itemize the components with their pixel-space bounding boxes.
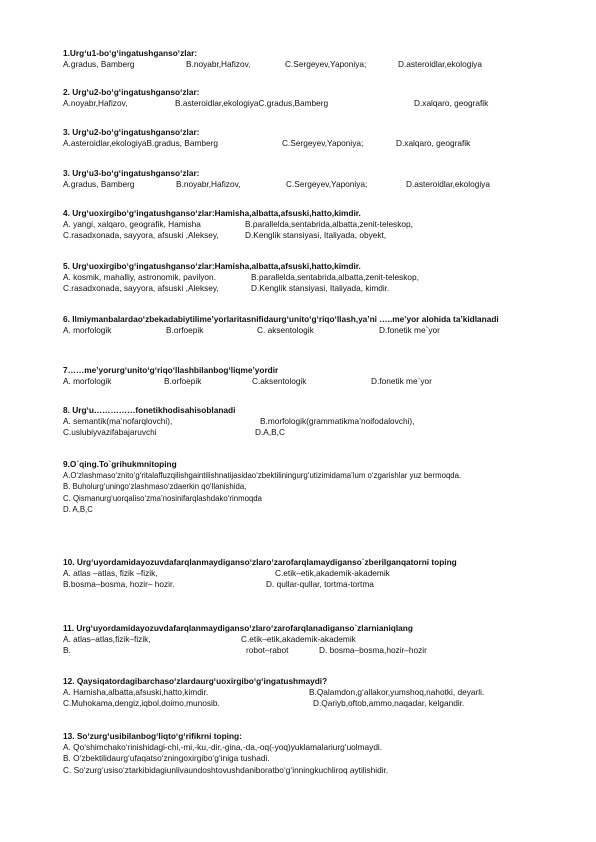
- question-8: [63, 405, 543, 439]
- option-a: A. morfologik: [63, 325, 112, 336]
- option-b: robot–rabot: [246, 645, 289, 656]
- answer-row: [63, 230, 543, 241]
- option-c: C.etik–etik,akademik-akademik: [275, 568, 390, 579]
- option-c: C.uslubiyvazifabajaruvchi: [63, 427, 157, 438]
- question-3: [63, 127, 543, 149]
- question-title: 13. So‘zurg‘usibilanbog‘liqto‘g‘rifikrni toping:: [63, 731, 242, 741]
- option-c: C.Sergeyev,Yaponiya;: [285, 59, 367, 70]
- option-d: D.Kenglik stansiyasi, Italiyada, kimdir.: [251, 283, 390, 294]
- question-13: [63, 731, 543, 776]
- option-b: B. Buholurg‘uningo‘zlashmaso‘zdaerkin qo‘llanishida,: [63, 482, 247, 492]
- question-5: [63, 261, 543, 295]
- question-title: 11. Urg‘uyordamidayozuvdafarqlanmaydiganso‘zlaro‘zarofarqlanadiganso`zlarnianiqlang: [63, 623, 413, 633]
- option-a: A. Qo‘shimchako‘rinishidagi-chi,-mi,-ku,-dir,-gina,-da,-oq(-yoq)yuklamalariurg‘uolmaydi.: [63, 742, 383, 753]
- option-c: C. So‘zurg‘usiso‘ztarkibidagiunlivaundoshtovushdaniboratbo‘g‘inningkuchliroq aytilishidir.: [63, 764, 389, 775]
- question-title: 10. Urg‘uyordamidayozuvdafarqlanmaydiganso‘zlaro‘zarofarqlamaydiganso`zberilganqatorni toping: [63, 557, 457, 567]
- answer-row: [63, 272, 543, 283]
- option-d: D.xalqaro, geografik: [414, 98, 489, 109]
- option-a: A.gradus, Bamberg: [63, 59, 135, 70]
- option-d: D.Kenglik stansiyasi, Italiyada, obyekt,: [245, 230, 387, 241]
- answer-row: [63, 376, 543, 387]
- option-a: A. Hamisha,albatta,afsuski,hatto,kimdir.: [63, 687, 209, 698]
- option-c: C.aksentologik: [252, 376, 307, 387]
- answer-row: [63, 179, 543, 190]
- option-b: B. O‘zbektilidaurg‘ufaqatso‘zningoxirgibo‘g‘iniga tushadi.: [63, 753, 270, 764]
- question-7: [63, 365, 543, 387]
- question-1: [63, 48, 543, 70]
- question-3b: [63, 168, 543, 190]
- answer-row: [63, 219, 543, 230]
- option-a: A.O‘zlashmaso‘znito‘g‘ritalaffuzqilishgaintilishnatijasidao‘zbektiliningurg‘utizimidama’lum o‘zgarishlar yuz bermoqda.: [63, 471, 462, 481]
- option-b: B.orfoepik: [164, 376, 202, 387]
- option-d: D.asteroidlar,ekologiya: [406, 179, 490, 190]
- answer-row: [63, 138, 543, 149]
- option-c: C. Qismanurg‘uorqaliso‘zma’nosinifarqlashdako‘rinmoqda: [63, 493, 262, 503]
- option-a: A. morfologik: [63, 376, 112, 387]
- option-b: B.noyabr,Hafizov,: [186, 59, 251, 70]
- option-a-b: A.asteroidlar,ekologiyaB.gradus, Bamberg: [63, 138, 218, 149]
- option-b-label: B.: [63, 645, 71, 656]
- question-title: 5. Urg‘uoxirgibo‘g‘ingatushganso‘zlar:Hamisha,albatta,afsuski,hatto,kimdir.: [63, 261, 361, 271]
- question-title: 7……me’yorurg‘unito‘g‘riqo‘llashbilanbog‘liqme’yordir: [63, 365, 279, 375]
- answer-row: [63, 634, 543, 645]
- option-a: A. kosmik, mahalliy, astronomik, pavilyon.: [63, 272, 216, 283]
- question-title: 3. Urg‘u3-bo‘g‘ingatushganso‘zlar:: [63, 168, 200, 178]
- option-d: D.A,B,C: [255, 427, 285, 438]
- question-2: [63, 87, 543, 109]
- question-title: 2. Urg‘u2-bo‘g‘ingatushganso‘zlar:: [63, 87, 200, 97]
- answer-row: [63, 325, 543, 336]
- option-b: B.parallelda,sentabrida,albatta,zenit-teleskop,: [251, 272, 419, 283]
- option-c: C.Sergeyev,Yaponiya;: [282, 138, 364, 149]
- answer-row: [63, 283, 543, 294]
- option-d: D.xalqaro, geografik: [396, 138, 471, 149]
- question-title: 8. Urg‘u……………fonetikhodisahisoblanadi: [63, 405, 236, 415]
- option-c: C.rasadxonada, sayyora, afsuski ,Aleksey,: [63, 230, 219, 241]
- option-c: C. aksentologik: [257, 325, 314, 336]
- question-title: 1.Urg‘u1-bo‘g‘ingatushganso‘zlar:: [63, 48, 198, 58]
- answer-row: [63, 698, 543, 709]
- option-d: D.fonetik me`yor: [379, 325, 440, 336]
- option-d: D.fonetik me`yor: [371, 376, 432, 387]
- option-b: B.bosma–bosma, hozir– hozir.: [63, 579, 175, 590]
- option-c: C.rasadxonada, sayyora, afsuski ,Aleksey,: [63, 283, 219, 294]
- option-a: A.noyabr,Hafizov,: [63, 98, 128, 109]
- question-title: 4. Urg‘uoxirgibo‘g‘ingatushganso‘zlar:Hamisha,albatta,afsuski,hatto,kimdir.: [63, 208, 361, 218]
- option-d: D. bosma–bosma,hozir–hozir: [319, 645, 427, 656]
- answer-row: [63, 687, 543, 698]
- option-a: A.gradus, Bamberg: [63, 179, 135, 190]
- option-b: B.parallelda,sentabrida,albatta,zenit-teleskop,: [245, 219, 413, 230]
- question-title: 12. Qaysiqatordagibarchaso‘zlardaurg‘uoxirgibo‘g‘ingatushmaydi?: [63, 676, 328, 686]
- answer-row: [63, 98, 543, 109]
- question-9: [63, 459, 543, 515]
- question-6: [63, 314, 543, 336]
- option-d: D.Qariyb,oftob,ammo,naqadar, kelgandir.: [313, 698, 465, 709]
- question-title: 9.O`qing.To`grihukmnitoping: [63, 459, 177, 469]
- question-12: [63, 676, 543, 710]
- answer-row: [63, 568, 543, 579]
- question-11: [63, 623, 543, 657]
- option-d: D. qullar-qullar, tortma-tortma: [266, 579, 374, 590]
- option-b: B.orfoepik: [166, 325, 204, 336]
- question-10: [63, 557, 543, 591]
- option-b: B.Qalamdon,g‘allakor,yumshoq,nahotki, deyarli.: [309, 687, 485, 698]
- option-c: C.Muhokama,dengiz,iqbol,doimo,munosib.: [63, 698, 220, 709]
- question-4: [63, 208, 543, 242]
- option-a: A. semantik(ma’nofarqlovchi),: [63, 416, 173, 427]
- option-a: A. yangi, xalqaro, geografik, Hamisha: [63, 219, 201, 230]
- option-b: B.noyabr,Hafizov,: [176, 179, 241, 190]
- answer-row: [63, 645, 543, 656]
- option-c: C.etik–etik,akademik-akademik: [241, 634, 356, 645]
- question-title: 3. Urg‘u2-bo‘g‘ingatushganso‘zlar:: [63, 127, 200, 137]
- option-b: B.morfologik(grammatikma’noifodalovchi),: [260, 416, 415, 427]
- answer-row: [63, 59, 543, 70]
- option-d: D.asteroidlar,ekologiya: [398, 59, 482, 70]
- option-a: A. atlas –atlas, fizik –fizik,: [63, 568, 158, 579]
- answer-row: [63, 579, 543, 590]
- option-b-c: B.asteroidlar,ekologiyaC.gradus,Bamberg: [175, 98, 329, 109]
- answer-row: [63, 427, 543, 438]
- option-a: A. atlas–atlas,fizik–fizik,: [63, 634, 151, 645]
- option-d: D. A,B,C: [63, 504, 93, 514]
- question-title: 6. Ilmiymanbalardao‘zbekadabiytilime’yorlaritasnifidaurg‘unito‘g‘riqo‘llash,ya’ni …..me’yor alohida ta’kidlanadi: [63, 314, 499, 324]
- answer-row: [63, 416, 543, 427]
- option-c: C.Sergeyev,Yaponiya;: [286, 179, 368, 190]
